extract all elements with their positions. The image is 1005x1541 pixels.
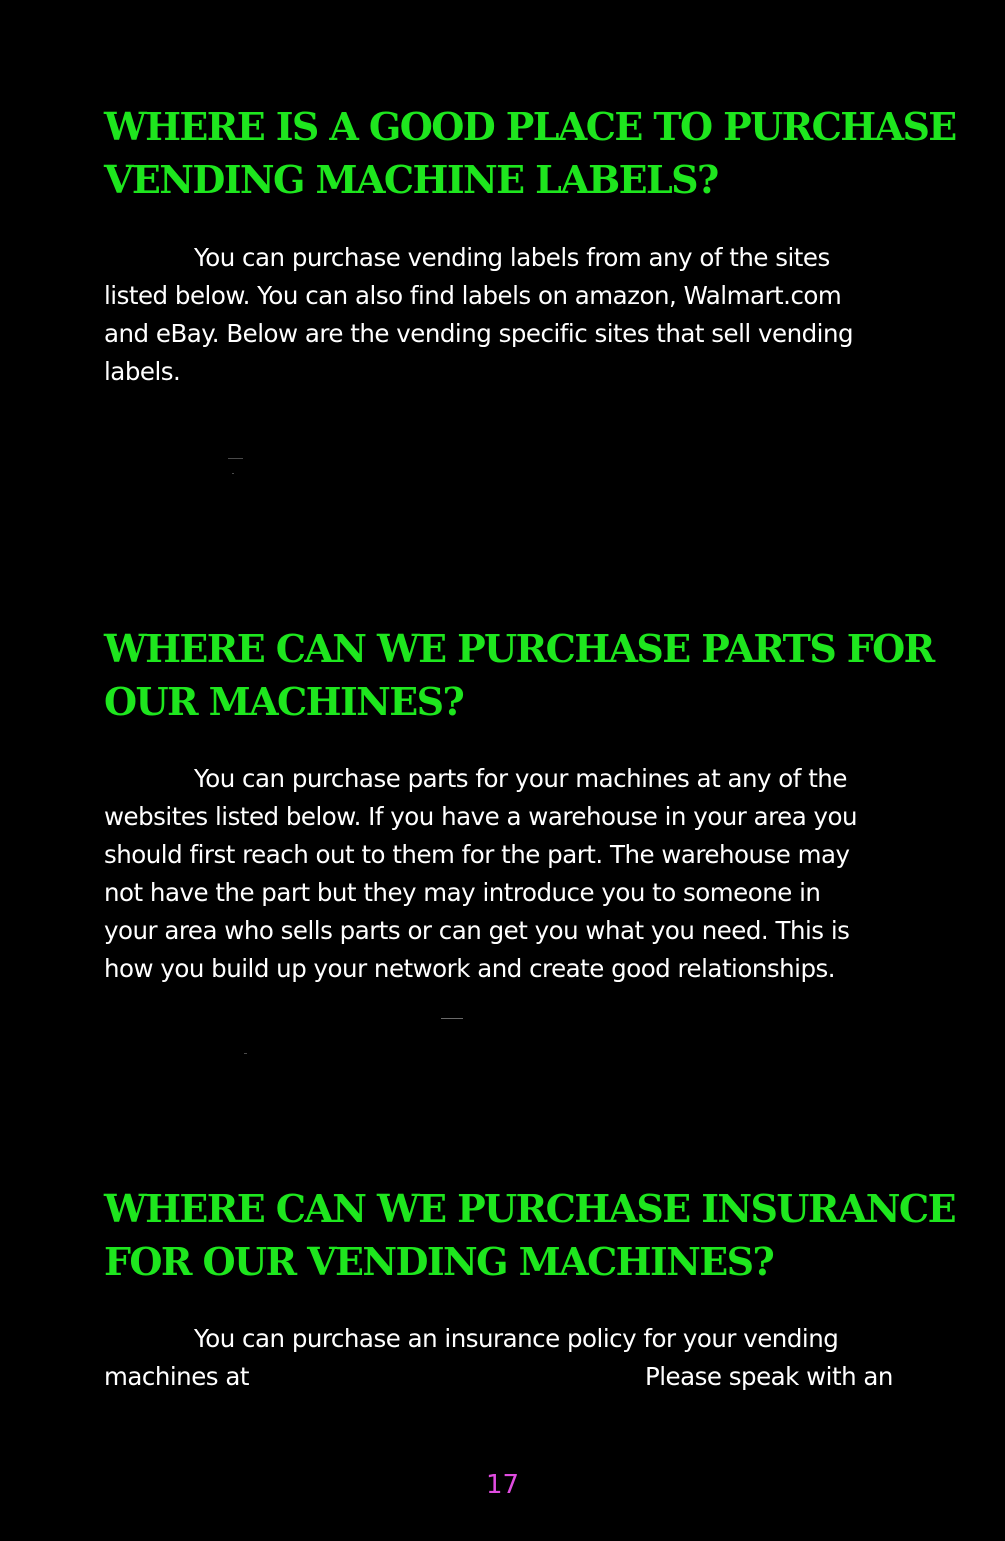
section-heading-insurance <box>104 1182 955 1288</box>
body-line: your area who sells parts or can get you what you need. This is <box>104 916 850 945</box>
redaction-artifact <box>441 1018 463 1019</box>
section-body-labels <box>104 239 904 391</box>
body-line: not have the part but they may introduce you to someone in <box>104 878 821 907</box>
body-line: You can purchase an insurance policy for your vending <box>194 1324 839 1353</box>
heading-line: WHERE CAN WE PURCHASE PARTS FOR <box>104 626 934 671</box>
section-body-insurance <box>104 1320 904 1396</box>
section-body-parts <box>104 760 904 988</box>
heading-line: OUR MACHINES? <box>104 679 464 724</box>
body-line: labels. <box>104 357 181 386</box>
body-line-end: Please speak with an <box>644 1362 893 1391</box>
heading-line: WHERE IS A GOOD PLACE TO PURCHASE <box>104 104 956 149</box>
heading-line: FOR OUR VENDING MACHINES? <box>104 1239 774 1284</box>
body-line: should first reach out to them for the part. The warehouse may <box>104 840 850 869</box>
section-heading-labels <box>104 100 956 206</box>
redaction-artifact <box>232 473 234 474</box>
heading-line: VENDING MACHINE LABELS? <box>104 157 718 202</box>
body-line: how you build up your network and create good relationships. <box>104 954 836 983</box>
body-line: listed below. You can also find labels on amazon, Walmart.com <box>104 281 842 310</box>
body-line-start: machines at <box>104 1362 249 1391</box>
page-number: 17 <box>485 1470 520 1500</box>
body-line: You can purchase parts for your machines at any of the <box>194 764 847 793</box>
section-heading-parts <box>104 622 934 728</box>
heading-line: WHERE CAN WE PURCHASE INSURANCE <box>104 1186 955 1231</box>
redaction-artifact <box>228 458 243 459</box>
redaction-artifact <box>244 1053 247 1054</box>
body-line: You can purchase vending labels from any of the sites <box>194 243 830 272</box>
body-line: websites listed below. If you have a warehouse in your area you <box>104 802 858 831</box>
body-line: and eBay. Below are the vending specific sites that sell vending <box>104 319 854 348</box>
